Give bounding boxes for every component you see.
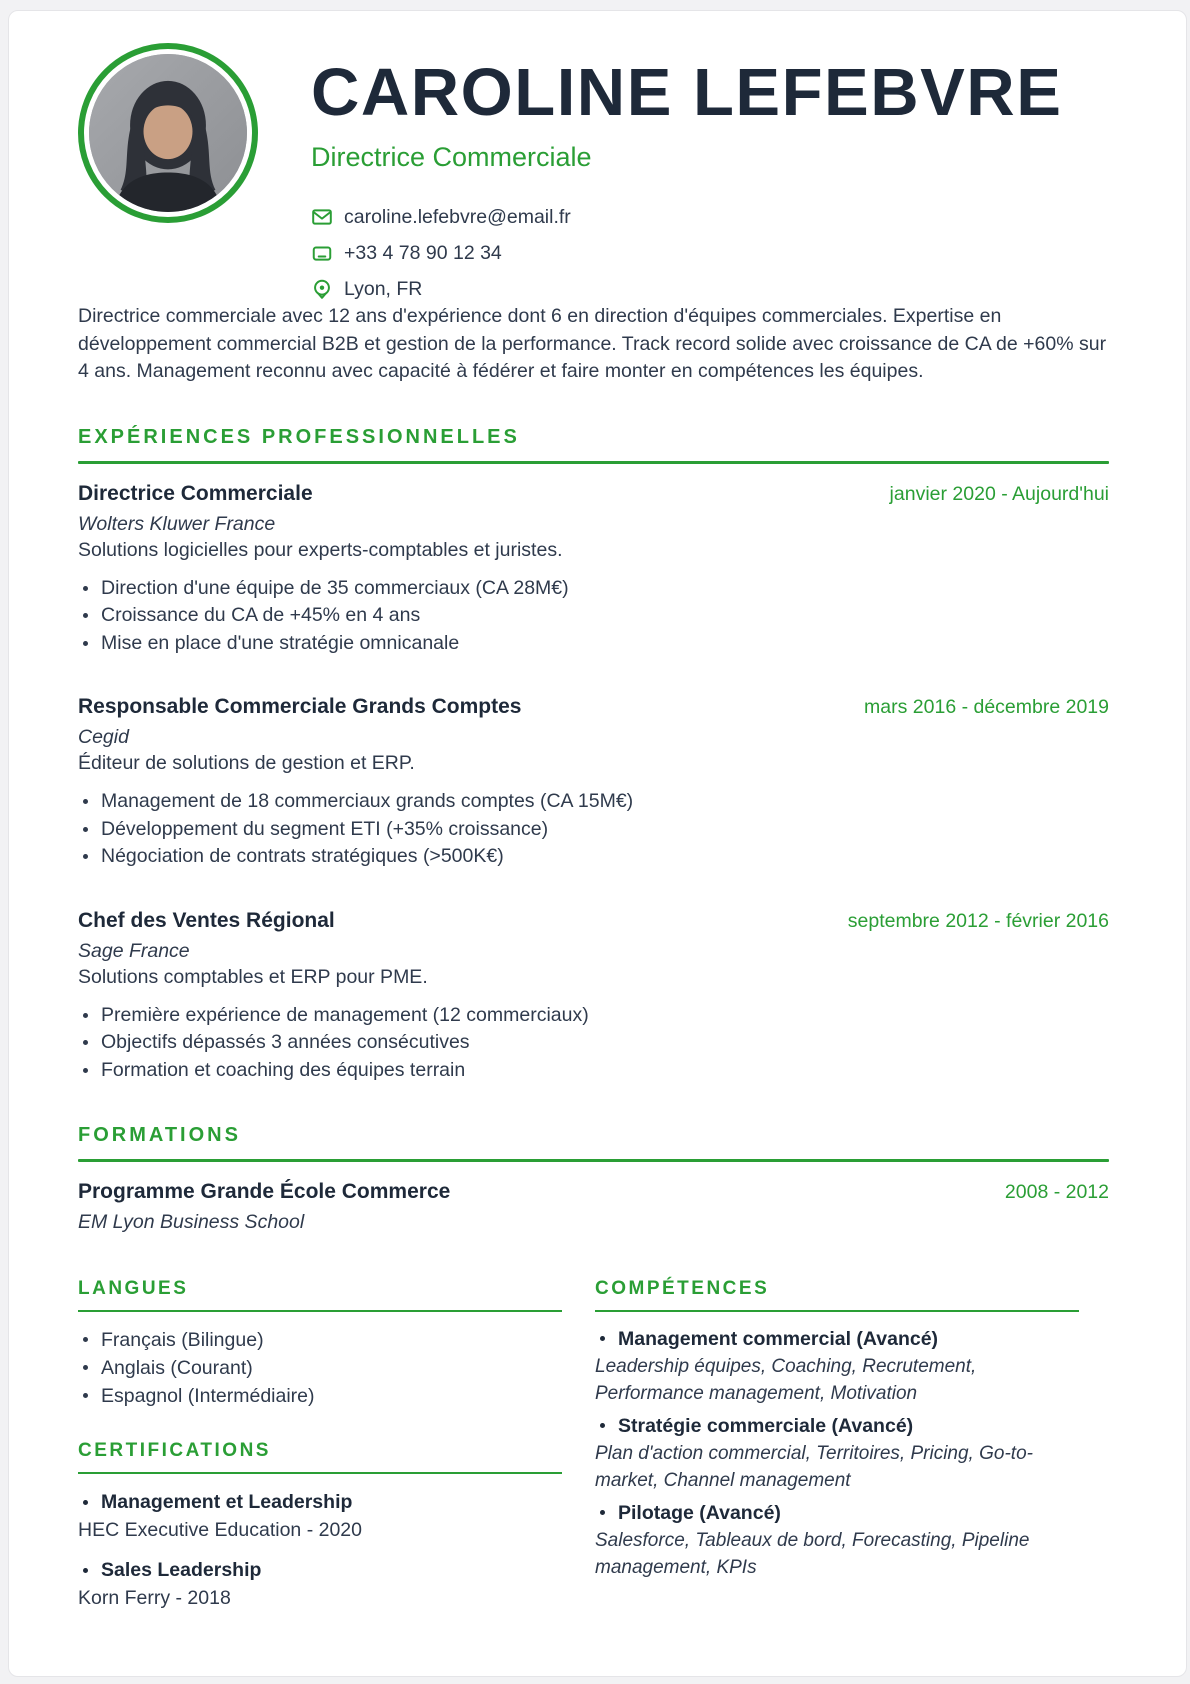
profile-photo-frame [78, 43, 258, 223]
candidate-job-title: Directrice Commerciale [311, 142, 592, 173]
certification-list [78, 1490, 562, 1610]
job-bullet-list [78, 788, 1109, 871]
job-dates: septembre 2012 - février 2016 [847, 909, 1109, 932]
education-school: EM Lyon Business School [78, 1211, 305, 1234]
section-skills [595, 1278, 1079, 1581]
section-education [78, 1124, 1109, 1234]
skill-item [595, 1500, 1079, 1581]
left-column [78, 1278, 562, 1610]
certification-item [78, 1558, 562, 1610]
job-title: Responsable Commerciale Grands Comptes [78, 695, 522, 719]
skill-detail: Leadership équipes, Coaching, Recrutement, Performance management, Motivation [595, 1356, 977, 1404]
phone-icon [311, 242, 333, 264]
location-icon [311, 278, 333, 300]
section-title-experience: EXPÉRIENCES PROFESSIONNELLES [78, 425, 520, 448]
portrait-placeholder-image [89, 54, 247, 212]
job-company: Wolters Kluwer France [78, 512, 276, 535]
job-bullet: Objectifs dépassés 3 années consécutives [78, 1029, 1109, 1057]
two-column-area [78, 1278, 1079, 1610]
contact-row [311, 205, 1062, 229]
job-description: Solutions logicielles pour experts-comptables et juristes. [78, 538, 563, 561]
skill-list [595, 1326, 1079, 1581]
job-bullet: Formation et coaching des équipes terrain [78, 1057, 1109, 1085]
job-dates: janvier 2020 - Aujourd'hui [889, 482, 1109, 505]
language-item: Français (Bilingue) [78, 1326, 562, 1354]
job-header [78, 695, 1109, 719]
profile-summary: Directrice commerciale avec 12 ans d'expérience dont 6 en direction d'équipes commerciales. Expertise en développement commercial B2B et gestion de la performance. Track record solide avec croissance de CA de +60% sur 4 ans. Management reconnu avec capacité à fédérer et faire monter en compétences les équipes. [78, 305, 1107, 383]
education-dates: 2008 - 2012 [1004, 1181, 1109, 1204]
contact-value: caroline.lefebvre@email.fr [344, 205, 571, 228]
language-list [78, 1326, 562, 1410]
section-experience [78, 426, 1109, 1085]
contact-value: Lyon, FR [344, 277, 423, 300]
job-bullet: Mise en place d'une stratégie omnicanale [78, 630, 1109, 658]
identity-block [311, 41, 1062, 301]
job-bullet: Développement du segment ETI (+35% croissance) [78, 816, 1109, 844]
contact-row [311, 277, 1062, 301]
resume-header [78, 41, 1109, 301]
job-description: Solutions comptables et ERP pour PME. [78, 965, 428, 988]
job-company: Cegid [78, 726, 129, 749]
job-bullet: Négociation de contrats stratégiques (>500K€) [78, 843, 1109, 871]
section-certifications [78, 1440, 562, 1610]
job-company: Sage France [78, 939, 190, 962]
section-rule [595, 1310, 1079, 1312]
section-rule [78, 1159, 1109, 1162]
job-title: Chef des Ventes Régional [78, 908, 335, 932]
job-dates: mars 2016 - décembre 2019 [864, 696, 1109, 719]
contact-row [311, 241, 1062, 265]
job-header [78, 482, 1109, 506]
section-title-languages: LANGUES [78, 1278, 189, 1300]
certification-issuer: HEC Executive Education - 2020 [78, 1519, 362, 1542]
language-item: Espagnol (Intermédiaire) [78, 1382, 562, 1410]
contact-list [311, 205, 1062, 301]
section-rule [78, 1472, 562, 1474]
section-rule [78, 1310, 562, 1312]
education-header [78, 1180, 1109, 1204]
right-column [595, 1278, 1079, 1610]
resume-card [8, 10, 1187, 1677]
skill-name: Management commercial (Avancé) [595, 1326, 1079, 1353]
job-bullet: Première expérience de management (12 commerciaux) [78, 1002, 1109, 1030]
certification-name: Management et Leadership [78, 1490, 562, 1514]
section-rule [78, 461, 1109, 464]
job-list [78, 482, 1109, 1085]
job-item [78, 695, 1109, 871]
skill-name: Pilotage (Avancé) [595, 1500, 1079, 1527]
job-bullet: Direction d'une équipe de 35 commerciaux (CA 28M€) [78, 575, 1109, 603]
profile-photo [89, 54, 247, 212]
job-bullet-list [78, 575, 1109, 658]
job-description: Éditeur de solutions de gestion et ERP. [78, 752, 415, 775]
skill-detail: Plan d'action commercial, Territoires, Pricing, Go-to-market, Channel management [595, 1443, 1033, 1491]
skill-detail: Salesforce, Tableaux de bord, Forecasting, Pipeline management, KPIs [595, 1530, 1030, 1578]
education-item [78, 1180, 1109, 1234]
skill-item [595, 1326, 1079, 1407]
language-item: Anglais (Courant) [78, 1354, 562, 1382]
skill-item [595, 1413, 1079, 1494]
section-title-certifications: CERTIFICATIONS [78, 1440, 271, 1462]
job-bullet-list [78, 1002, 1109, 1085]
contact-value: +33 4 78 90 12 34 [344, 241, 502, 264]
mail-icon [311, 206, 333, 228]
section-languages [78, 1278, 562, 1410]
section-title-skills: COMPÉTENCES [595, 1278, 770, 1300]
section-title-education: FORMATIONS [78, 1124, 241, 1147]
certification-item [78, 1490, 562, 1542]
certification-issuer: Korn Ferry - 2018 [78, 1587, 231, 1610]
education-degree: Programme Grande École Commerce [78, 1180, 451, 1204]
job-bullet: Management de 18 commerciaux grands comptes (CA 15M€) [78, 788, 1109, 816]
job-item [78, 482, 1109, 658]
job-item [78, 909, 1109, 1085]
certification-name: Sales Leadership [78, 1558, 562, 1582]
candidate-name: CAROLINE LEFEBVRE [311, 55, 1063, 130]
job-bullet: Croissance du CA de +45% en 4 ans [78, 602, 1109, 630]
job-title: Directrice Commerciale [78, 481, 313, 505]
job-header [78, 909, 1109, 933]
skill-name: Stratégie commerciale (Avancé) [595, 1413, 1079, 1440]
